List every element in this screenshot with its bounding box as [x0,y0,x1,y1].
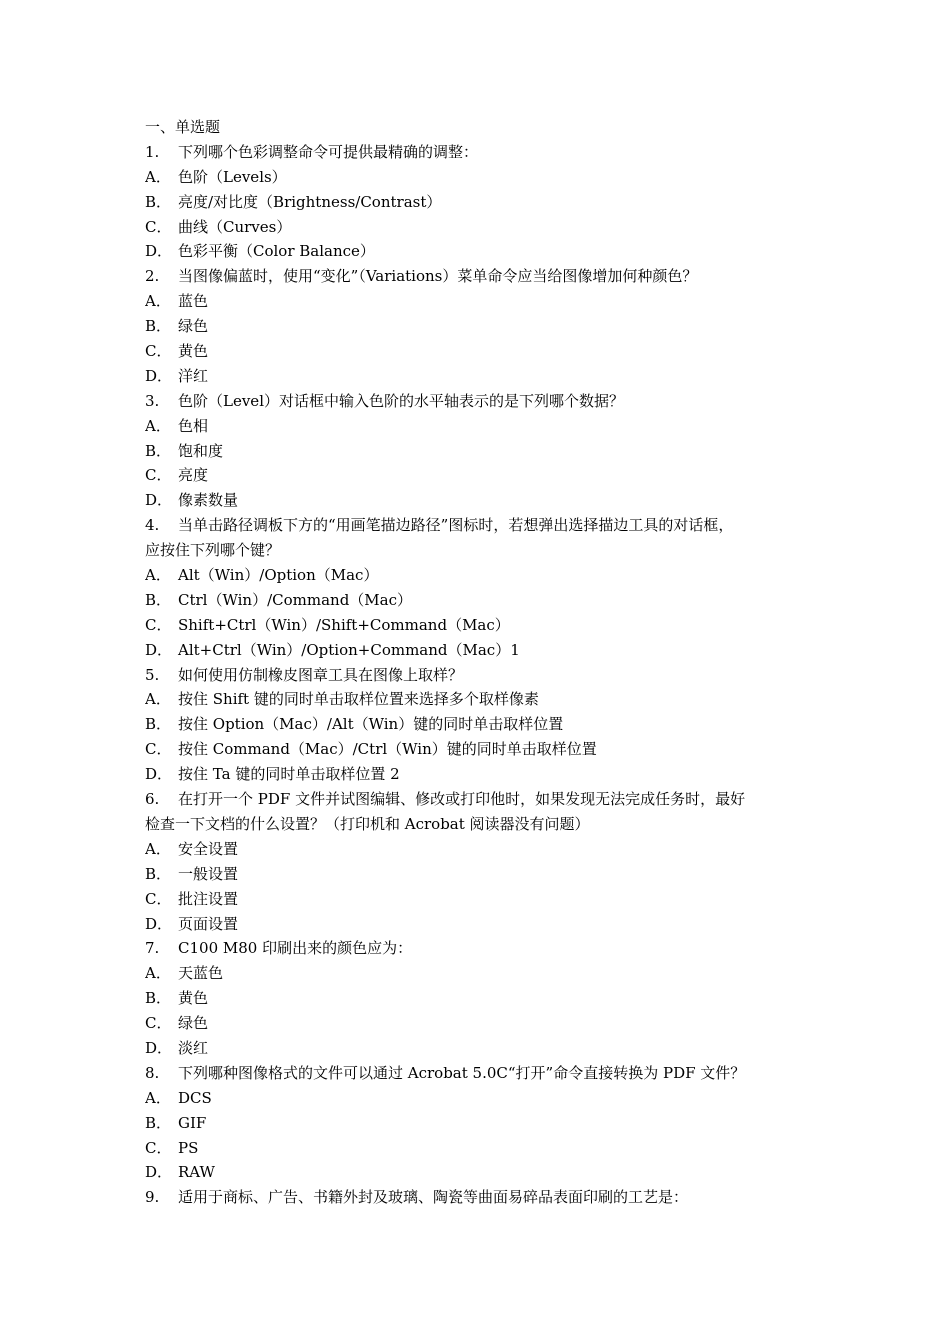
question-8-option-d [145,1160,810,1185]
question-6-option-a-text: 安全设置 [178,839,239,858]
question-8-option-b-text: GIF [178,1113,207,1132]
question-1-option-d-label: D． [145,242,173,261]
question-8-option-c-label: C． [145,1138,172,1157]
question-3-label: 3. [145,391,160,410]
question-5-option-b-text: 按住 Option（Mac）/Alt（Win）键的同时单击取样位置 [178,715,564,734]
question-6-option-b-label: B． [145,864,172,883]
question-3-text: 色阶（Level）对话框中输入色阶的水平轴表示的是下列哪个数据？ [178,391,624,410]
question-8-option-a [145,1086,810,1111]
question-2 [145,264,810,289]
question-3-option-d-label: D． [145,491,173,510]
question-7 [145,936,810,961]
question-6-option-c-text: 批注设置 [178,889,239,908]
question-5-option-d-label: D． [145,765,173,784]
question-3-option-b-text: 饱和度 [178,441,224,460]
question-5-option-d [145,762,810,787]
question-8-option-d-label: D． [145,1163,173,1182]
question-2-option-d [145,364,810,389]
question-5-option-c-label: C． [145,740,172,759]
question-3-option-b-label: B． [145,441,172,460]
question-3-option-a [145,414,810,439]
question-4-option-a-label: A． [145,566,171,585]
question-2-option-d-label: D． [145,366,173,385]
question-5-text: 如何使用仿制橡皮图章工具在图像上取样？ [178,665,464,684]
question-9-text: 适用于商标、广告、书籍外封及玻璃、陶瓷等曲面易碎品表面印刷的工艺是： [178,1188,689,1207]
question-8-label: 8. [145,1063,160,1082]
question-4-option-a-text: Alt（Win）/Option（Mac） [178,566,379,585]
question-2-option-b-label: B． [145,317,172,336]
question-5-option-b-label: B． [145,715,172,734]
question-6-option-c [145,887,810,912]
question-1-option-a [145,165,810,190]
question-6 [145,787,810,812]
question-4-option-d-text: Alt+Ctrl（Win）/Option+Command（Mac）1 [178,640,520,659]
question-4-option-c-label: C． [145,615,172,634]
question-2-option-a-label: A． [145,292,171,311]
question-1 [145,140,810,165]
question-6-option-a-label: A． [145,839,171,858]
question-7-option-a [145,961,810,986]
question-8-option-b [145,1111,810,1136]
question-2-option-c-label: C． [145,342,172,361]
question-2-option-b-text: 绿色 [178,317,209,336]
question-4-option-b-text: Ctrl（Win）/Command（Mac） [178,590,413,609]
question-4-continuation: 应按住下列哪个键？ [145,541,281,560]
question-4-option-b-label: B． [145,590,172,609]
question-3-option-a-text: 色相 [178,416,209,435]
question-8-text: 下列哪种图像格式的文件可以通过 Acrobat 5.0C“打开”命令直接转换为 PDF 文件？ [178,1063,746,1082]
question-3-option-b [145,439,810,464]
question-8-option-b-label: B． [145,1113,172,1132]
question-5-option-d-text: 按住 Ta 键的同时单击取样位置 2 [178,765,400,784]
question-1-option-c-text: 曲线（Curves） [178,217,292,236]
question-5-option-c [145,737,810,762]
question-7-option-b [145,986,810,1011]
question-6-option-d-text: 页面设置 [178,914,239,933]
question-3-option-c [145,463,810,488]
question-5-option-a-label: A． [145,690,171,709]
question-4-option-d-label: D． [145,640,173,659]
question-5-option-c-text: 按住 Command（Mac）/Ctrl（Win）键的同时单击取样位置 [178,740,597,759]
document-page [145,115,810,1210]
question-9-label: 9. [145,1188,160,1207]
question-3-option-a-label: A． [145,416,171,435]
question-7-option-c-label: C． [145,1014,172,1033]
question-2-text: 当图像偏蓝时，使用“变化”（Variations）菜单命令应当给图像增加何种颜色？ [178,267,698,286]
question-7-option-b-label: B． [145,989,172,1008]
question-8-option-d-text: RAW [178,1163,215,1182]
question-6-option-b [145,862,810,887]
question-2-label: 2. [145,267,160,286]
question-4-label: 4. [145,516,160,535]
question-2-option-a [145,289,810,314]
question-1-option-c-label: C． [145,217,172,236]
question-1-option-b-text: 亮度/对比度（Brightness/Contrast） [178,192,442,211]
question-6-option-a [145,837,810,862]
question-9 [145,1185,810,1210]
question-5-option-a-text: 按住 Shift 键的同时单击取样位置来选择多个取样像素 [178,690,539,709]
question-1-text: 下列哪个色彩调整命令可提供最精确的调整： [178,142,479,161]
question-8-option-a-label: A． [145,1088,171,1107]
question-6-option-d-label: D． [145,914,173,933]
question-7-text: C100 M80 印刷出来的颜色应为： [178,939,413,958]
question-3-option-d-text: 像素数量 [178,491,239,510]
question-5-label: 5. [145,665,160,684]
question-4 [145,513,810,538]
question-7-option-a-label: A． [145,964,171,983]
question-6-text: 在打开一个 PDF 文件并试图编辑、修改或打印他时，如果发现无法完成任务时，最好 [178,790,746,809]
question-2-option-c [145,339,810,364]
question-4-option-b [145,588,810,613]
question-4-option-c-text: Shift+Ctrl（Win）/Shift+Command（Mac） [178,615,510,634]
question-5-option-b [145,712,810,737]
question-8-option-a-text: DCS [178,1088,212,1107]
question-7-option-c-text: 绿色 [178,1014,209,1033]
question-6-continuation: 检查一下文档的什么设置？（打印机和 Acrobat 阅读器没有问题） [145,814,590,833]
question-3-option-d [145,488,810,513]
question-4-text: 当单击路径调板下方的“用画笔描边路径”图标时，若想弹出选择描边工具的对话框， [178,516,734,535]
question-7-option-c [145,1011,810,1036]
question-1-option-b-label: B． [145,192,172,211]
question-4-option-c [145,613,810,638]
question-3 [145,389,810,414]
question-6-option-c-label: C． [145,889,172,908]
question-2-option-b [145,314,810,339]
question-3-option-c-text: 亮度 [178,466,209,485]
question-8 [145,1061,810,1086]
question-6-label: 6. [145,790,160,809]
question-8-option-c [145,1136,810,1161]
question-6-option-b-text: 一般设置 [178,864,239,883]
question-6-option-d [145,912,810,937]
question-2-option-d-text: 洋红 [178,366,209,385]
question-5 [145,663,810,688]
question-3-option-c-label: C． [145,466,172,485]
question-2-option-c-text: 黄色 [178,342,209,361]
question-7-option-b-text: 黄色 [178,989,209,1008]
question-1-option-a-text: 色阶（Levels） [178,167,287,186]
question-1-option-c [145,215,810,240]
question-1-option-d-text: 色彩平衡（Color Balance） [178,242,375,261]
question-4-option-a [145,563,810,588]
question-7-label: 7. [145,939,160,958]
section-title: 一、单选题 [145,118,221,136]
question-1-option-a-label: A． [145,167,171,186]
question-4-option-d [145,638,810,663]
question-7-option-d [145,1036,810,1061]
question-5-option-a [145,687,810,712]
question-7-option-d-label: D． [145,1038,173,1057]
question-8-option-c-text: PS [178,1138,199,1157]
question-2-option-a-text: 蓝色 [178,292,209,311]
question-1-option-b [145,190,810,215]
question-7-option-d-text: 淡红 [178,1038,209,1057]
question-1-option-d [145,239,810,264]
question-7-option-a-text: 天蓝色 [178,964,224,983]
question-1-label: 1. [145,142,160,161]
